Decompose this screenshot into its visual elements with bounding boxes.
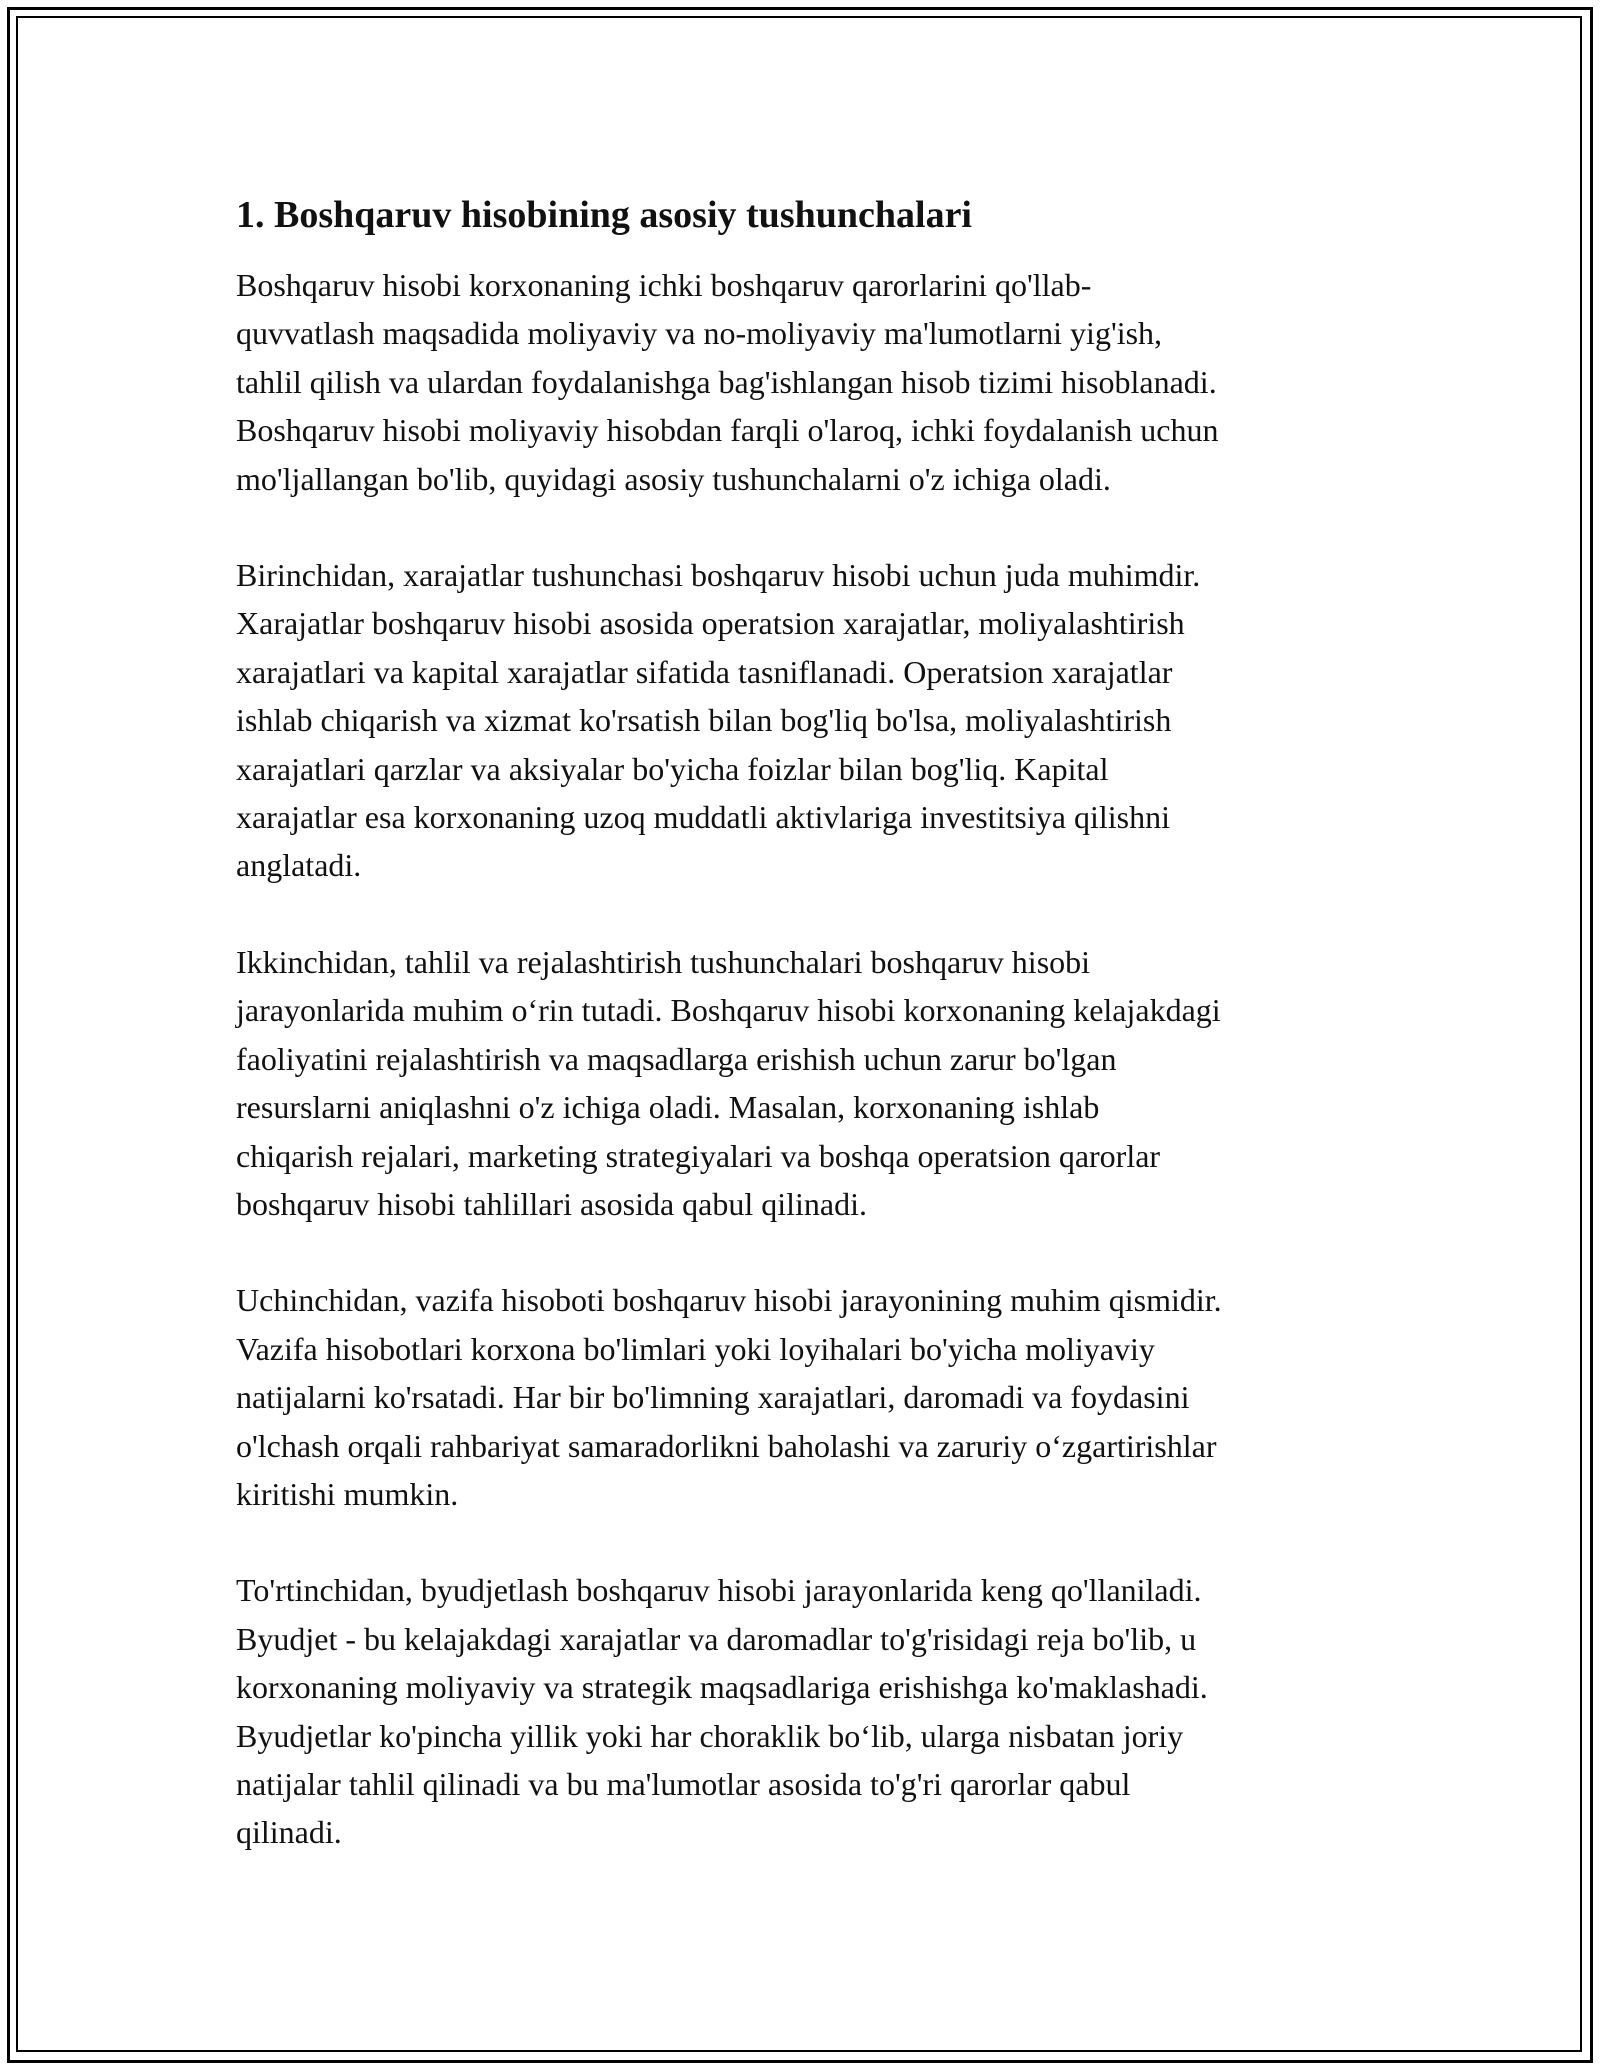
- section-heading: 1. Boshqaruv hisobining asosiy tushunchalari: [236, 194, 972, 236]
- document-body: [236, 186, 1376, 1905]
- paragraph-expenses: Birinchidan, xarajatlar tushunchasi boshqaruv hisobi uchun juda muhimdir. Xarajatlar boshqaruv hisobi asosida operatsion xarajatlar, moliyalashtirish xarajatlari va kapital xarajatlar sifatida tasniflanadi. Operatsion xarajatlar ishlab chiqarish va xizmat ko'rsatish bilan bog'liq bo'lsa, moliyalashtirish xarajatlari qarzlar va aksiyalar bo'yicha foizlar bilan bog'liq. Kapital xarajatlar esa korxonaning uzoq muddatli aktivlariga investitsiya qilishni anglatadi.: [236, 557, 1201, 884]
- paragraph-planning: Ikkinchidan, tahlil va rejalashtirish tushunchalari boshqaruv hisobi jarayonlarida muhim o‘rin tutadi. Boshqaruv hisobi korxonaning kelajakdagi faoliyatini rejalashtirish va maqsadlarga erishish uchun zarur bo'lgan resurslarni aniqlashni o'z ichiga oladi. Masalan, korxonaning ishlab chiqarish rejalari, marketing strategiyalari va boshqa operatsion qarorlar boshqaruv hisobi tahlillari asosida qabul qilinadi.: [236, 943, 1221, 1222]
- paragraph-budgeting: To'rtinchidan, byudjetlash boshqaruv hisobi jarayonlarida keng qo'llaniladi. Byudjet - bu kelajakdagi xarajatlar va daromadlar to'g'risidagi reja bo'lib, u korxonaning moliyaviy va strategik maqsadlariga erishishga ko'maklashadi. Byudjetlar ko'pincha yillik yoki har choraklik bo‘lib, ularga nisbatan joriy natijalar tahlil qilinadi va bu ma'lumotlar asosida to'g'ri qarorlar qabul qilinadi.: [236, 1572, 1208, 1851]
- paragraph-intro: Boshqaruv hisobi korxonaning ichki boshqaruv qarorlarini qo'llab- quvvatlash maqsadida moliyaviy va no-moliyaviy ma'lumotlarni yig'ish, tahlil qilish va ulardan foydalanishga bag'ishlangan hisob tizimi hisoblanadi. Boshqaruv hisobi moliyaviy hisobdan farqli o'laroq, ichki foydalanish uchun mo'ljallangan bo'lib, quyidagi asosiy tushunchalarni o'z ichiga oladi.: [236, 267, 1219, 497]
- paragraph-reporting: Uchinchidan, vazifa hisoboti boshqaruv hisobi jarayonining muhim qismidir. Vazifa hisobotlari korxona bo'limlari yoki loyihalari bo'yicha moliyaviy natijalarni ko'rsatadi. Har bir bo'limning xarajatlari, daromadi va foydasini o'lchash orqali rahbariyat samaradorlikni baholashi va zaruriy o‘zgartirishlar kiritishi mumkin.: [236, 1282, 1222, 1512]
